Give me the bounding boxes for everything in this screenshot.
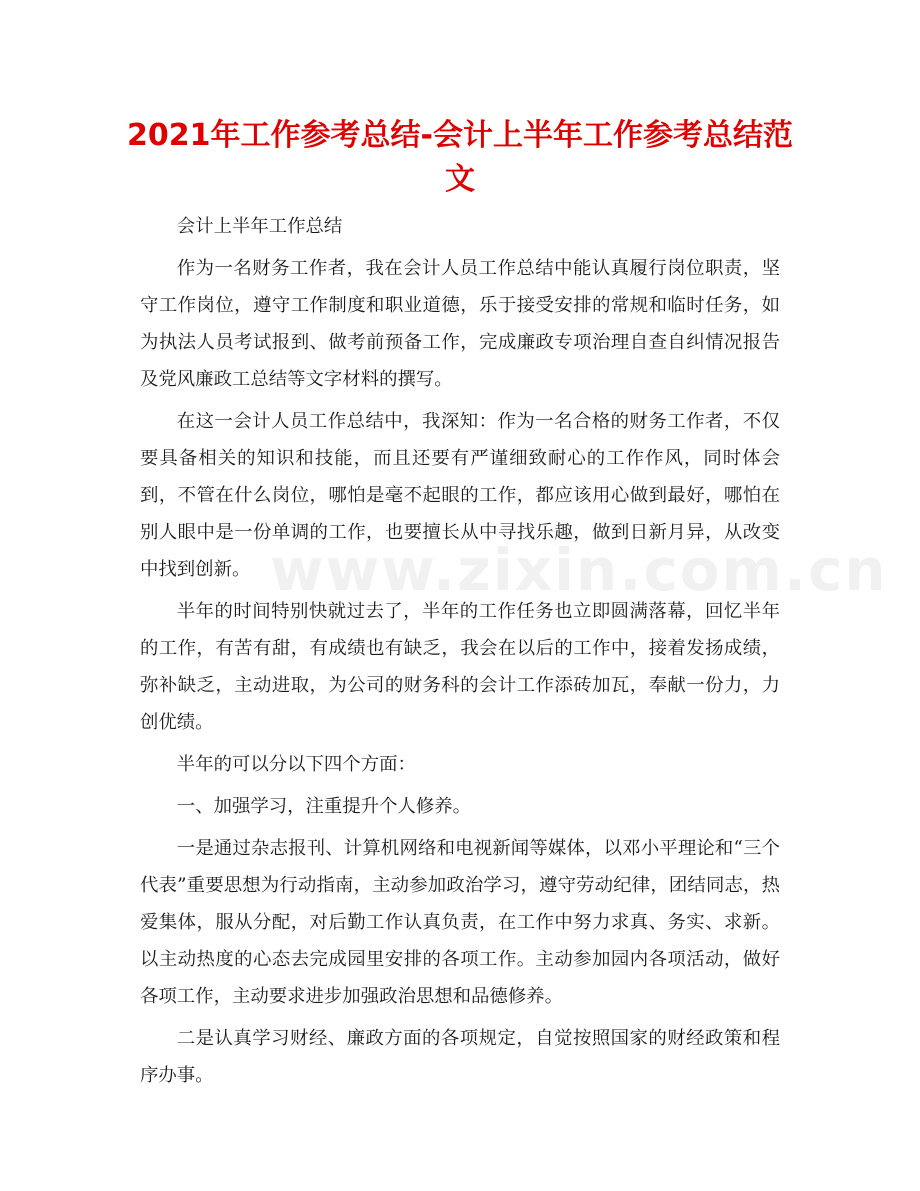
paragraph-7: 二是认真学习财经、廉政方面的各项规定，自觉按照国家的财经政策和程序办事。 [140, 1028, 780, 1086]
paragraph-4: 半年的可以分以下四个方面： [176, 754, 416, 775]
document-title: 2021年工作参考总结-会计上半年工作参考总结范文 [127, 118, 793, 197]
section-heading-1: 一、加强学习，注重提升个人修养。 [176, 796, 472, 817]
document-body [140, 208, 888, 1099]
paragraph-3: 半年的时间特别快就过去了，半年的工作任务也立即圆满落幕，回忆半年的工作，有苦有甜，有成绩也有缺乏，我会在以后的工作中，接着发扬成绩，弥补缺乏，主动进取，为公司的财务科的会计工作添砖加瓦，奉献一份力，力创优绩。 [140, 601, 780, 733]
paragraph-2: 在这一会计人员工作总结中，我深知：作为一名合格的财务工作者，不仅要具备相关的知识和技能，而且还要有严谨细致耐心的工作作风，同时体会到，不管在什么岗位，哪怕是毫不起眼的工作，都应该用心做到最好，哪怕在别人眼中是一份单调的工作，也要擅长从中寻找乐趣，做到日新月异，从改变中找到创新。 [140, 411, 780, 580]
paragraph-1: 作为一名财务工作者，我在会计人员工作总结中能认真履行岗位职责，坚守工作岗位，遵守工作制度和职业道德，乐于接受安排的常规和临时任务，如为执法人员考试报到、做考前预备工作，完成廉政专项治理自查自纠情况报告及党风廉政工总结等文字材料的撰写。 [140, 258, 780, 390]
subtitle-paragraph: 会计上半年工作总结 [176, 216, 343, 237]
watermark: www.zixin.com.cn [270, 536, 888, 604]
paragraph-6: 一是通过杂志报刊、计算机网络和电视新闻等媒体，以邓小平理论和“三个代表”重要思想为行动指南，主动参加政治学习，遵守劳动纪律，团结同志，热爱集体，服从分配，对后勤工作认真负责，在工作中努力求真、务实、求新。以主动热度的心态去完成园里安排的各项工作。主动参加园内各项活动，做好各项工作，主动要求进步加强政治思想和品德修养。 [140, 838, 780, 1007]
